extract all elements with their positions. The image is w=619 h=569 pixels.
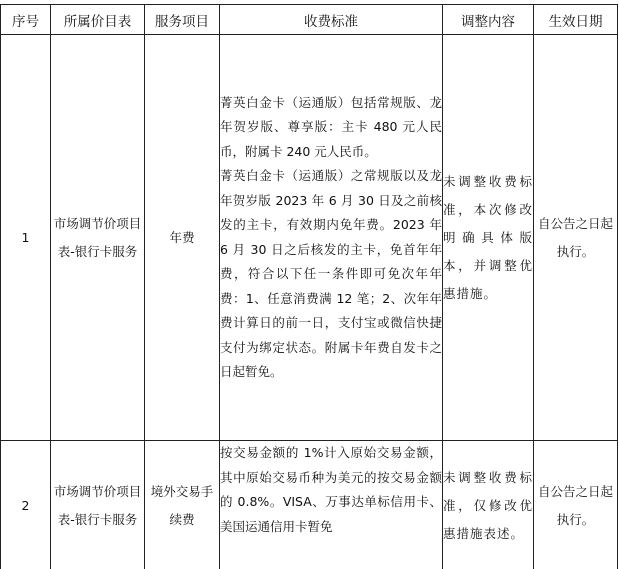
standard-paragraph: 菁英白金卡（运通版）之常规版以及龙年贺岁版 2023 年 6 月 30 日及之前核发的主卡，有效期内免年费。2023 年 6 月 30 日之后核发的主卡，免首年年费，符合以下任一条件即可免次年年费：1、任意消费满 12 笔；2、次年年费计算日的前一日，支付宝或微信快捷支付为绑定状态。附属卡年费自发卡之日起暂免。 [220, 168, 442, 379]
standard-paragraph: 按交易金额的 1%计入原始交易金额，其中原始交易币种为美元的按交易金额的 0.8%。VISA、万事达单标信用卡、美国运通信用卡暂免 [220, 445, 442, 534]
table-row [1, 35, 618, 441]
cell-seq: 1 [1, 35, 51, 441]
header-standard: 收费标准 [220, 5, 443, 35]
cell-adjustment: 未调整收费标准，仅修改优惠措施表述。 [443, 441, 534, 569]
fee-adjustment-table [0, 4, 618, 569]
header-adjustment: 调整内容 [443, 5, 534, 35]
cell-effective: 自公告之日起执行。 [534, 35, 618, 441]
cell-standard [220, 441, 443, 569]
cell-effective: 自公告之日起执行。 [534, 441, 618, 569]
cell-standard [220, 35, 443, 441]
cell-price-list: 市场调节价项目表-银行卡服务 [51, 441, 145, 569]
standard-paragraph: 菁英白金卡（运通版）包括常规版、龙年贺岁版、尊享版：主卡 480 元人民币，附属卡 240 元人民币。 [220, 94, 442, 159]
header-seq: 序号 [1, 5, 51, 35]
cell-price-list: 市场调节价项目表-银行卡服务 [51, 35, 145, 441]
table-row [1, 441, 618, 569]
cell-adjustment: 未调整收费标准，本次修改明确具体版本，并调整优惠措施。 [443, 35, 534, 441]
header-price-list: 所属价目表 [51, 5, 145, 35]
cell-service: 境外交易手续费 [145, 441, 220, 569]
table-header-row [1, 5, 618, 35]
header-effective: 生效日期 [534, 5, 618, 35]
header-service: 服务项目 [145, 5, 220, 35]
cell-service: 年费 [145, 35, 220, 441]
cell-seq: 2 [1, 441, 51, 569]
